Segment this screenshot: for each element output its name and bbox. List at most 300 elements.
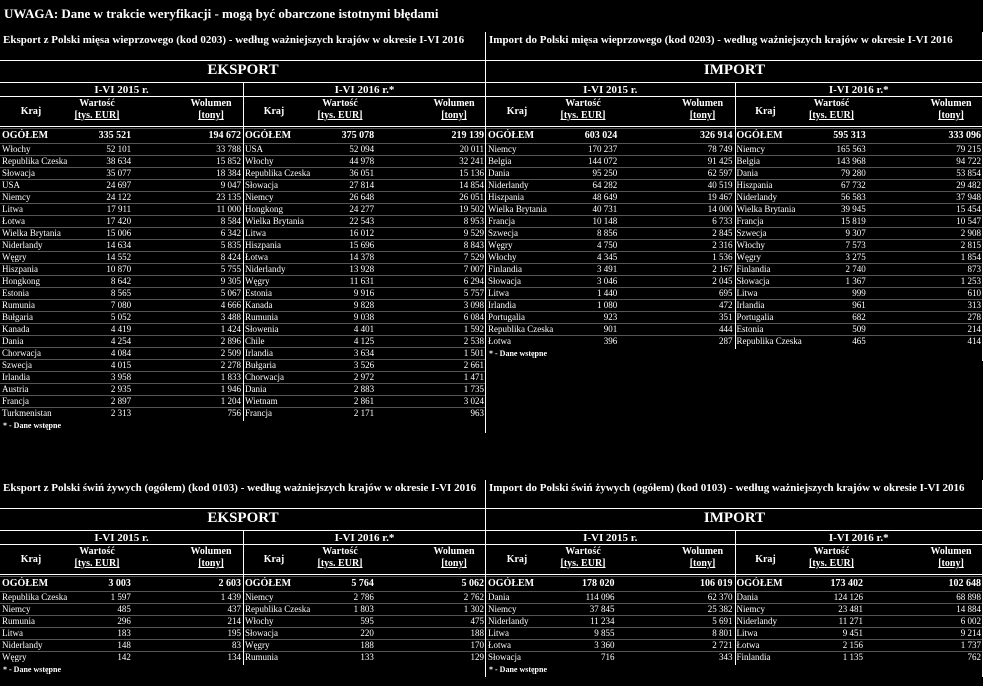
table-row: [243, 216, 486, 228]
table-row: [735, 336, 983, 348]
table-row: [486, 204, 735, 216]
country-cell: Francja: [488, 216, 515, 226]
spacer-cell: [617, 616, 678, 628]
spacer-cell: [868, 156, 927, 168]
volume-cell: 8 801: [712, 628, 733, 638]
value-cell: 4 125: [353, 336, 375, 346]
table-row: [735, 300, 983, 312]
spacer-cell: [376, 577, 430, 592]
volume-cell: 40 519: [707, 180, 733, 190]
spacer-cell: [865, 652, 926, 664]
volume-cell: 214: [967, 324, 981, 334]
country-cell: Portugalia: [488, 312, 525, 322]
spacer-cell: [133, 640, 187, 652]
volume-cell: 5 691: [712, 616, 733, 626]
spacer-cell: [376, 396, 429, 408]
volume-cell: 475: [470, 616, 484, 626]
spacer-cell: [376, 372, 429, 384]
country-cell: Dania: [736, 592, 758, 602]
table-row: [486, 592, 735, 604]
volume-cell: 1 204: [220, 396, 241, 406]
volume-cell: 2 661: [463, 360, 484, 370]
volume-cell: 333 096: [948, 130, 981, 141]
spacer-cell: [376, 129, 429, 144]
value-cell: 7 080: [110, 300, 132, 310]
country-cell: Niderlandy: [2, 640, 43, 650]
value-cell: 40 731: [592, 204, 618, 214]
spacer-cell: [619, 300, 678, 312]
table-row: [0, 324, 243, 336]
table-row: [0, 288, 243, 300]
col-header-wartosc-label: Wartość: [79, 546, 115, 557]
volume-cell: 94 722: [956, 156, 981, 166]
country-cell: Hiszpania: [736, 180, 773, 190]
country-cell: Republika Czeska: [245, 168, 311, 178]
value-cell: 170 237: [588, 144, 618, 154]
volume-cell: 25 382: [707, 604, 733, 614]
spacer-cell: [617, 604, 678, 616]
pork-import-section: [486, 32, 983, 358]
volume-cell: 9 305: [220, 276, 241, 286]
table-row: [0, 372, 243, 384]
spacer-cell: [868, 144, 927, 156]
value-cell: 10 148: [592, 216, 618, 226]
table-row: [0, 180, 243, 192]
value-cell: 3 491: [597, 264, 618, 274]
country-cell: Litwa: [488, 628, 509, 638]
value-cell: 79 280: [841, 168, 866, 178]
value-cell: 3 634: [353, 348, 375, 358]
volume-cell: 53 854: [956, 168, 981, 178]
total-row: [243, 577, 486, 592]
volume-cell: 20 011: [459, 144, 484, 154]
volume-cell: 29 482: [956, 180, 981, 190]
table-row: [735, 180, 983, 192]
volume-cell: 278: [967, 312, 981, 322]
col-header-kraj: Kraj: [20, 554, 42, 565]
country-cell: Austria: [2, 384, 29, 394]
value-cell: 3 003: [108, 578, 131, 589]
spacer-cell: [865, 577, 926, 592]
spacer-cell: [133, 628, 187, 640]
spacer-cell: [376, 640, 430, 652]
country-cell: Węgry: [245, 640, 270, 650]
divider-line: [486, 508, 983, 509]
value-cell: 23 481: [838, 604, 864, 614]
table-row: [0, 216, 243, 228]
divider-line: [735, 82, 736, 349]
volume-cell: 472: [719, 300, 733, 310]
country-cell: Republika Czeska: [2, 156, 68, 166]
table-row: [243, 324, 486, 336]
spacer-cell: [133, 252, 186, 264]
table-row: [486, 616, 735, 628]
volume-cell: 762: [967, 652, 981, 662]
section-title: Eksport z Polski mięsa wieprzowego (kod 0203) - według ważniejszych krajów w okresie I-VI 2016: [3, 34, 465, 46]
country-cell: Węgry: [245, 276, 270, 286]
value-cell: 923: [603, 312, 618, 322]
table-row: [486, 276, 735, 288]
volume-cell: 26 051: [459, 192, 484, 202]
country-cell: Niderlandy: [488, 180, 529, 190]
spacer-cell: [376, 156, 429, 168]
country-cell: OGÓŁEM: [736, 130, 783, 141]
pigs-export-section: [0, 480, 486, 680]
value-cell: 1 367: [845, 276, 866, 286]
value-cell: 4 345: [597, 252, 618, 262]
value-cell: 2 313: [110, 408, 132, 418]
table-row: [735, 592, 983, 604]
country-cell: Włochy: [488, 252, 517, 262]
country-cell: Słowacja: [736, 276, 770, 286]
spacer-cell: [865, 640, 926, 652]
value-cell: 4 254: [110, 336, 132, 346]
spacer-cell: [865, 604, 926, 616]
spacer-cell: [865, 616, 926, 628]
spacer-cell: [133, 604, 187, 616]
spacer-cell: [617, 628, 678, 640]
spacer-cell: [865, 592, 926, 604]
country-cell: Litwa: [2, 204, 23, 214]
table-row: [0, 192, 243, 204]
table-row: [243, 264, 486, 276]
spacer-cell: [133, 129, 186, 144]
table-row: [243, 640, 486, 652]
section-heading: EKSPORT: [207, 62, 279, 78]
spacer-cell: [133, 216, 186, 228]
volume-cell: 1 735: [463, 384, 484, 394]
col-header-wartosc: [305, 546, 375, 570]
volume-cell: 19 467: [707, 192, 733, 202]
spacer-cell: [376, 348, 429, 360]
volume-cell: 2 316: [712, 240, 733, 250]
section-heading: IMPORT: [703, 62, 766, 78]
value-cell: 143 968: [836, 156, 866, 166]
country-cell: Niemcy: [2, 604, 31, 614]
country-cell: Niderlandy: [736, 616, 777, 626]
spacer-cell: [617, 577, 678, 592]
spacer-cell: [133, 592, 187, 604]
value-cell: 8 856: [597, 228, 618, 238]
col-header-wartosc: [62, 546, 132, 570]
country-cell: Bułgaria: [2, 312, 33, 322]
country-cell: Kanada: [2, 324, 30, 334]
volume-cell: 219 139: [451, 130, 484, 141]
country-cell: OGÓŁEM: [488, 130, 535, 141]
table-row: [486, 168, 735, 180]
value-cell: 2 897: [110, 396, 132, 406]
volume-cell: 188: [470, 628, 484, 638]
volume-cell: 79 215: [956, 144, 981, 154]
spacer-cell: [617, 592, 678, 604]
table-row: [243, 604, 486, 616]
value-cell: 4 084: [110, 348, 132, 358]
country-cell: Finlandia: [736, 652, 771, 662]
table-row: [0, 228, 243, 240]
volume-cell: 15 852: [216, 156, 241, 166]
col-header-wolumen-label: Wolumen: [433, 98, 475, 109]
col-header-kraj: Kraj: [755, 106, 776, 117]
country-cell: Estonia: [736, 324, 764, 334]
country-cell: Niderlandy: [488, 616, 529, 626]
value-cell: 4 419: [110, 324, 132, 334]
table-row: [0, 640, 243, 652]
col-header-wolumen-label: Wolumen: [433, 546, 475, 557]
country-cell: Dania: [488, 592, 510, 602]
volume-cell: 2 045: [712, 276, 733, 286]
volume-cell: 351: [719, 312, 733, 322]
col-header-wolumen: [673, 546, 733, 570]
volume-cell: 444: [719, 324, 733, 334]
spacer-cell: [133, 144, 186, 156]
spacer-cell: [133, 156, 186, 168]
table-row: [735, 324, 983, 336]
table-row: [735, 652, 983, 664]
volume-cell: 11 000: [216, 204, 241, 214]
volume-cell: 1 737: [960, 640, 981, 650]
volume-cell: 2 896: [220, 336, 241, 346]
volume-cell: 3 024: [463, 396, 484, 406]
country-cell: Rumunia: [245, 652, 278, 662]
volume-cell: 83: [232, 640, 241, 650]
table-row: [486, 180, 735, 192]
table-row: [486, 240, 735, 252]
table-row: [0, 628, 243, 640]
country-cell: Wietnam: [245, 396, 278, 406]
spacer-cell: [376, 312, 429, 324]
table-row: [735, 628, 983, 640]
value-cell: 2 972: [353, 372, 375, 382]
country-cell: Hongkong: [245, 204, 283, 214]
value-cell: 5 052: [110, 312, 132, 322]
country-cell: Łotwa: [488, 336, 511, 346]
col-header-wartosc: [62, 98, 132, 122]
divider-line: [243, 530, 244, 665]
pigs-import-section: [486, 480, 983, 680]
table-row: [735, 252, 983, 264]
volume-cell: 102 648: [948, 578, 981, 589]
table-row: [243, 288, 486, 300]
data-table-right: [735, 576, 983, 663]
col-header-wolumen-label: Wolumen: [190, 546, 232, 557]
value-cell: 961: [852, 300, 866, 310]
value-cell: 39 945: [841, 204, 866, 214]
value-cell: 24 697: [106, 180, 132, 190]
value-cell: 595: [360, 616, 374, 626]
country-cell: Portugalia: [736, 312, 774, 322]
volume-cell: 2 167: [712, 264, 733, 274]
table-row: [0, 592, 243, 604]
spacer-cell: [133, 408, 186, 420]
spacer-cell: [376, 192, 429, 204]
col-header-wartosc-label: Wartość: [79, 98, 115, 109]
value-cell: 13 928: [349, 264, 375, 274]
divider-line: [486, 60, 983, 61]
table-row: [0, 204, 243, 216]
value-cell: 148: [117, 640, 131, 650]
value-cell: 465: [852, 336, 866, 346]
spacer-cell: [868, 336, 927, 348]
value-cell: 2 883: [353, 384, 375, 394]
table-row: [243, 336, 486, 348]
value-cell: 38 634: [106, 156, 132, 166]
table-row: [486, 144, 735, 156]
table-row: [735, 204, 983, 216]
period-2015: I-VI 2015 r.: [94, 532, 149, 544]
table-row: [486, 312, 735, 324]
volume-cell: 1 854: [960, 252, 981, 262]
spacer-cell: [619, 168, 678, 180]
value-cell: 114 096: [585, 592, 615, 602]
value-cell: 3 360: [594, 640, 615, 650]
volume-cell: 6 002: [960, 616, 981, 626]
country-cell: Dania: [488, 168, 510, 178]
country-cell: Łotwa: [736, 640, 760, 650]
volume-cell: 2 815: [960, 240, 981, 250]
value-cell: 183: [117, 628, 131, 638]
spacer-cell: [868, 300, 927, 312]
volume-cell: 14 854: [459, 180, 484, 190]
country-cell: Łotwa: [2, 216, 25, 226]
table-row: [243, 652, 486, 664]
country-cell: Belgia: [736, 156, 760, 166]
col-header-wartosc: [305, 98, 375, 122]
volume-cell: 873: [967, 264, 981, 274]
country-cell: Finlandia: [488, 264, 522, 274]
spacer-cell: [376, 144, 429, 156]
spacer-cell: [619, 324, 678, 336]
value-cell: 2 861: [353, 396, 375, 406]
value-cell: 2 740: [845, 264, 866, 274]
value-cell: 8 642: [110, 276, 132, 286]
value-cell: 1 080: [597, 300, 618, 310]
value-cell: 11 631: [349, 276, 375, 286]
spacer-cell: [376, 204, 429, 216]
country-cell: OGÓŁEM: [2, 130, 49, 141]
volume-cell: 313: [967, 300, 981, 310]
spacer-cell: [868, 240, 927, 252]
volume-cell: 1 946: [220, 384, 241, 394]
spacer-cell: [376, 168, 429, 180]
spacer-cell: [376, 616, 430, 628]
spacer-cell: [619, 192, 678, 204]
table-row: [735, 228, 983, 240]
volume-cell: 62 597: [707, 168, 733, 178]
value-cell: 36 051: [349, 168, 375, 178]
spacer-cell: [619, 129, 678, 144]
value-cell: 95 250: [592, 168, 618, 178]
divider-line: [243, 82, 244, 421]
volume-cell: 19 502: [459, 204, 484, 214]
period-2016: I-VI 2016 r.*: [334, 532, 395, 544]
spacer-cell: [133, 312, 186, 324]
country-cell: OGÓŁEM: [736, 578, 783, 589]
country-cell: OGÓŁEM: [245, 130, 292, 141]
table-row: [243, 372, 486, 384]
col-header-wolumen-unit: [tony]: [441, 558, 467, 569]
table-row: [486, 216, 735, 228]
spacer-cell: [133, 372, 186, 384]
volume-cell: 14 000: [707, 204, 733, 214]
country-cell: Włochy: [245, 156, 274, 166]
value-cell: 2 156: [842, 640, 864, 650]
spacer-cell: [133, 240, 186, 252]
data-table-left: [0, 128, 243, 419]
volume-cell: 91 425: [707, 156, 733, 166]
volume-cell: 9 214: [960, 628, 981, 638]
volume-cell: 8 424: [220, 252, 241, 262]
spacer-cell: [619, 240, 678, 252]
col-header-wolumen-label: Wolumen: [190, 98, 232, 109]
value-cell: 396: [603, 336, 618, 346]
spacer-cell: [133, 396, 186, 408]
value-cell: 595 313: [833, 130, 866, 141]
value-cell: 3 275: [845, 252, 866, 262]
country-cell: Finlandia: [736, 264, 771, 274]
col-header-wartosc-unit: [tys. EUR]: [809, 110, 854, 121]
country-cell: Estonia: [245, 288, 272, 298]
data-table-left: [486, 576, 735, 663]
col-header-wolumen: [181, 546, 241, 570]
col-header-wartosc-label: Wartość: [813, 546, 850, 557]
volume-cell: 5 755: [220, 264, 241, 274]
country-cell: Litwa: [736, 288, 758, 298]
country-cell: Dania: [2, 336, 24, 346]
volume-cell: 1 536: [712, 252, 733, 262]
value-cell: 35 077: [106, 168, 132, 178]
col-header-wolumen: [181, 98, 241, 122]
spacer-cell: [865, 628, 926, 640]
value-cell: 2 786: [353, 592, 374, 602]
value-cell: 15 006: [106, 228, 132, 238]
volume-cell: 3 098: [463, 300, 484, 310]
country-cell: Litwa: [736, 628, 758, 638]
table-row: [735, 156, 983, 168]
table-row: [0, 384, 243, 396]
table-row: [243, 396, 486, 408]
col-header-wartosc-label: Wartość: [322, 98, 358, 109]
col-header-wartosc: [548, 98, 618, 122]
volume-cell: 5 067: [220, 288, 241, 298]
value-cell: 44 978: [349, 156, 375, 166]
volume-cell: 5 062: [461, 578, 484, 589]
country-cell: Irlandia: [245, 348, 273, 358]
table-row: [735, 168, 983, 180]
col-header-wartosc-unit: [tys. EUR]: [317, 558, 363, 569]
col-header-wolumen: [921, 546, 981, 570]
value-cell: 24 277: [349, 204, 375, 214]
volume-cell: 1 439: [220, 592, 241, 602]
volume-cell: 15 454: [956, 204, 981, 214]
volume-cell: 78 749: [707, 144, 733, 154]
col-header-wolumen-label: Wolumen: [681, 98, 724, 109]
spacer-cell: [133, 264, 186, 276]
table-row: [0, 360, 243, 372]
spacer-cell: [619, 252, 678, 264]
country-cell: Niderlandy: [736, 192, 777, 202]
volume-cell: 8 843: [463, 240, 484, 250]
value-cell: 14 634: [106, 240, 132, 250]
value-cell: 48 649: [592, 192, 618, 202]
table-row: [243, 192, 486, 204]
table-row: [243, 156, 486, 168]
col-header-wartosc-unit: [tys. EUR]: [74, 110, 120, 121]
table-row: [0, 264, 243, 276]
table-row: [243, 312, 486, 324]
table-row: [0, 144, 243, 156]
table-row: [0, 300, 243, 312]
value-cell: 9 451: [842, 628, 864, 638]
